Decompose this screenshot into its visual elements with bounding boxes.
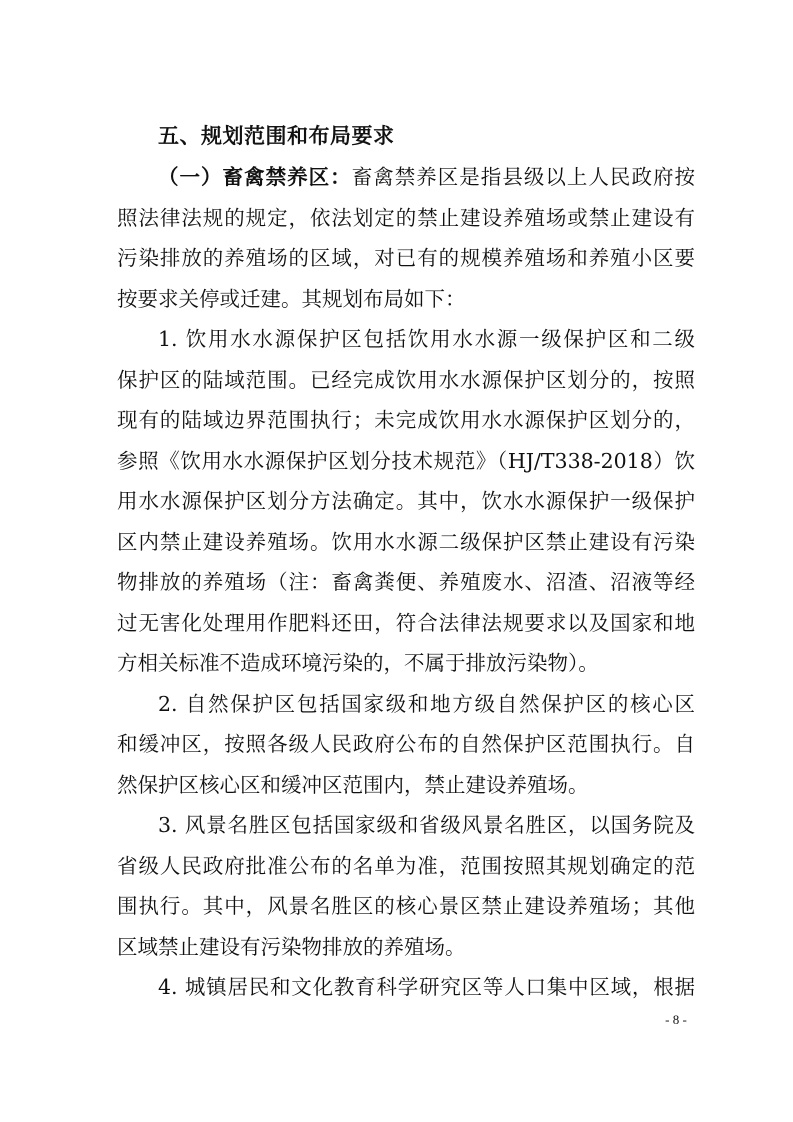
item-1-line: 过无害化处理用作肥料还田，符合法律法规要求以及国家和地 <box>117 611 695 635</box>
subsection-title: （一）畜禽禁养区： <box>158 165 352 189</box>
item-3-line: 3. 风景名胜区包括国家级和省级风景名胜区，以国务院及 <box>158 813 695 837</box>
item-1-line: 1. 饮用水水源保护区包括饮用水水源一级保护区和二级 <box>158 327 695 351</box>
item-3-line: 围执行。其中，风景名胜区的核心景区禁止建设养殖场；其他 <box>117 894 695 918</box>
item-1-line: 方相关标准不造成环境污染的，不属于排放污染物）。 <box>117 651 599 675</box>
item-4-line: 4. 城镇居民和文化教育科学研究区等人口集中区域，根据 <box>158 975 695 999</box>
item-1-line: 物排放的养殖场（注：畜禽粪便、养殖废水、沼渣、沼液等经 <box>117 570 695 594</box>
item-2-line: 和缓冲区，按照各级人民政府公布的自然保护区范围执行。自 <box>117 732 695 756</box>
item-1-line: 用水水源保护区划分方法确定。其中，饮水水源保护一级保护 <box>117 489 695 513</box>
item-1-line: 现有的陆域边界范围执行；未完成饮用水水源保护区划分的， <box>117 408 695 432</box>
subsection-line: 按要求关停或迁建。其规划布局如下： <box>117 287 466 311</box>
item-2-line: 然保护区核心区和缓冲区范围内，禁止建设养殖场。 <box>117 773 589 797</box>
subsection-text: 畜禽禁养区是指县级以上人民政府按 <box>351 165 695 189</box>
item-3-line: 省级人民政府批准公布的名单为准，范围按照其规划确定的范 <box>117 854 695 878</box>
subsection-paragraph-line <box>158 162 695 192</box>
item-1-line: 参照《饮用水水源保护区划分技术规范》（HJ/T338-2018）饮 <box>117 449 695 473</box>
item-1-line: 保护区的陆域范围。已经完成饮用水水源保护区划分的，按照 <box>117 368 695 392</box>
subsection-line: 污染排放的养殖场的区域，对已有的规模养殖场和养殖小区要 <box>117 246 695 270</box>
section-heading: 五、规划范围和布局要求 <box>158 124 395 148</box>
subsection-line: 照法律法规的规定，依法划定的禁止建设养殖场或禁止建设有 <box>117 206 695 230</box>
item-3-line: 区域禁止建设有污染物排放的养殖场。 <box>117 935 466 959</box>
page-number: - 8 - <box>665 1012 687 1027</box>
item-2-line: 2. 自然保护区包括国家级和地方级自然保护区的核心区 <box>158 692 695 716</box>
item-1-line: 区内禁止建设养殖场。饮用水水源二级保护区禁止建设有污染 <box>117 530 695 554</box>
